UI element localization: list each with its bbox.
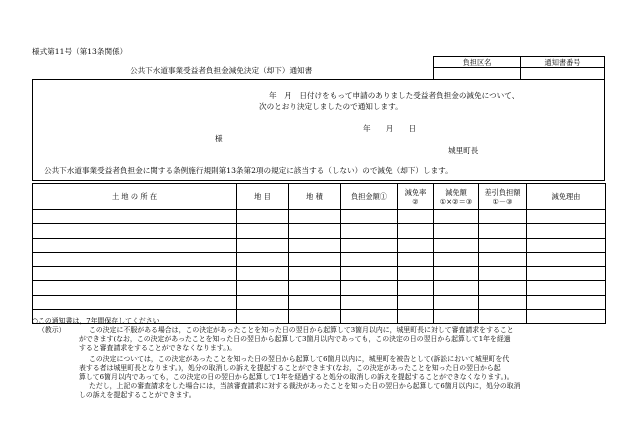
table-cell[interactable] [289,238,341,252]
table-row [33,224,606,238]
notice-number-label: 通知書番号 [521,57,605,68]
table-cell[interactable] [237,210,289,224]
table-cell[interactable] [341,310,398,324]
col-header-subtext: ①×②＝③ [439,196,473,206]
col-header-subtext: ①－③ [492,196,513,206]
table-cell[interactable] [527,310,606,324]
table-cell[interactable] [527,281,606,295]
table-cell[interactable] [479,295,527,309]
table-cell[interactable] [479,252,527,266]
table-cell[interactable] [527,238,606,252]
table-cell[interactable] [33,238,237,252]
table-cell[interactable] [527,295,606,309]
table-cell[interactable] [434,267,479,281]
table-cell[interactable] [398,295,434,309]
col-header-text: 差引負担額 [484,187,521,197]
area-value[interactable] [434,68,521,80]
data-table [32,183,606,324]
issue-date: 年 月 日 [363,124,417,133]
table-cell[interactable] [398,252,434,266]
table-cell[interactable] [398,310,434,324]
table-row [33,295,606,309]
col-header-text: 地 積 [306,192,323,201]
table-cell[interactable] [289,281,341,295]
table-cell[interactable] [479,267,527,281]
table-row [33,252,606,266]
table-cell[interactable] [398,281,434,295]
table-cell[interactable] [237,224,289,238]
table-cell[interactable] [341,210,398,224]
table-cell[interactable] [434,210,479,224]
table-cell[interactable] [398,267,434,281]
col-header-reduction-reason [527,184,606,210]
table-cell[interactable] [398,210,434,224]
form-code: 様式第11号（第13条関係） [32,47,128,56]
table-cell[interactable] [237,281,289,295]
col-header-reduction-rate [398,184,434,210]
intro-line-1: 年 月 日付けをもって申請のありました受益者負担金の減免について、 [269,91,520,100]
col-header-charge-amount [341,184,398,210]
table-cell[interactable] [237,310,289,324]
table-cell[interactable] [434,238,479,252]
col-header-text: 減免理由 [551,192,581,201]
table-cell[interactable] [434,295,479,309]
table-cell[interactable] [33,295,237,309]
table-cell[interactable] [237,252,289,266]
note-line-7: ただし，上記の審査請求をした場合には，当該審査請求に対する裁決があったことを知った日の翌日から起算して6箇月以内に，処分の取消 [89,382,521,390]
col-header-location [33,184,237,210]
col-header-text: 減免率 [404,187,427,197]
col-header-subtext: ② [412,196,419,206]
document-title: 公共下水道事業受益者負担金減免決定（却下）通知書 [130,66,313,75]
table-cell[interactable] [398,224,434,238]
rule-line: 公共下水道事業受益者負担金に関する条例施行規則第13条第2項の規定に該当する（しない）ので減免（却下）します。 [44,166,453,175]
col-header-text: 減免額 [445,187,467,197]
table-cell[interactable] [33,281,237,295]
header-box [433,56,605,80]
table-cell[interactable] [289,210,341,224]
table-row [33,281,606,295]
table-cell[interactable] [479,310,527,324]
table-cell[interactable] [398,238,434,252]
table-cell[interactable] [289,252,341,266]
col-header-text: 土 地 の 所 在 [111,192,158,201]
col-header-reduction-amount [434,184,479,210]
note-line-6: 算して6箇月以内であっても，この決定の日の翌日から起算して1年を経過すると処分の取消しの訴えを提起することができなくなります。)。 [79,373,514,381]
table-cell[interactable] [434,281,479,295]
col-header-net-charge [479,184,527,210]
col-header-land-area [289,184,341,210]
area-label: 負担区名 [434,57,521,68]
table-row [33,210,606,224]
col-header-text: 負担金額① [351,192,387,201]
table-cell[interactable] [341,281,398,295]
table-cell[interactable] [341,295,398,309]
table-cell[interactable] [434,310,479,324]
table-cell[interactable] [527,252,606,266]
notice-number-value[interactable] [521,68,605,80]
table-cell[interactable] [479,281,527,295]
table-cell[interactable] [434,224,479,238]
table-cell[interactable] [33,224,237,238]
note-line-4: この決定については，この決定があったことを知った日の翌日から起算して6箇月以内に，城里町を被告として(訴訟において城里町を代 [89,355,510,363]
table-cell[interactable] [237,238,289,252]
retention-note: ○この通知書は，7年間保存してください [32,317,160,325]
table-cell[interactable] [289,310,341,324]
table-row [33,238,606,252]
table-cell[interactable] [527,210,606,224]
table-cell[interactable] [289,224,341,238]
col-header-text: 地 目 [254,192,271,201]
table-cell[interactable] [341,252,398,266]
instruction-label: （教示） [38,326,66,334]
table-header-row [33,184,606,210]
note-line-1: この決定に不服がある場合は，この決定があったことを知った日の翌日から起算して3箇月以内に，城里町長に対して審査請求をすること [89,326,514,334]
table-cell[interactable] [479,238,527,252]
note-line-3: すると審査請求をすることができなくなります。)。 [79,344,237,352]
addressee-suffix: 様 [215,134,223,143]
table-cell[interactable] [479,224,527,238]
table-cell[interactable] [434,252,479,266]
note-line-5: 表する者は城里町長となります。)，処分の取消しの訴えを提起することができます(なお，この決定があったことを知った日の翌日から起 [79,364,501,372]
table-cell[interactable] [527,267,606,281]
table-cell[interactable] [341,238,398,252]
issuer: 城里町長 [448,146,479,155]
col-header-land-category [237,184,289,210]
table-cell[interactable] [341,224,398,238]
table-cell[interactable] [527,224,606,238]
table-cell[interactable] [33,267,237,281]
table-cell[interactable] [237,267,289,281]
table-cell[interactable] [33,210,237,224]
table-cell[interactable] [237,295,289,309]
intro-line-2: 次のとおり決定しましたので通知します。 [259,102,403,111]
table-row [33,267,606,281]
table-cell[interactable] [33,252,237,266]
table-cell[interactable] [289,295,341,309]
table-cell[interactable] [479,210,527,224]
note-line-8: しの訴えを提起することができます。 [79,391,196,399]
table-cell[interactable] [289,267,341,281]
table-cell[interactable] [341,267,398,281]
note-line-2: ができます(なお，この決定があったことを知った日の翌日から起算して3箇月以内であっても，この決定の日の翌日から起算して1年を経過 [79,335,511,343]
